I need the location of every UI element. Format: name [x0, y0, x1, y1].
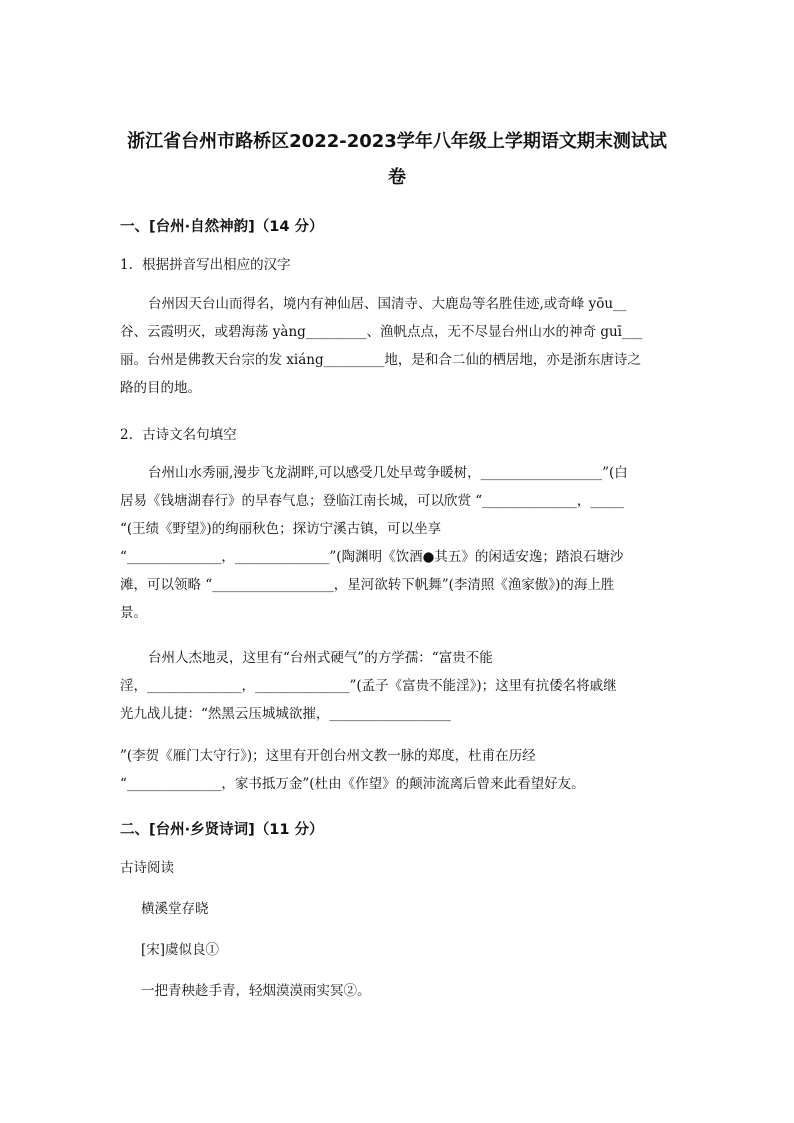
q2-text-line: 景。 [120, 605, 147, 621]
q1-text-line: 台州因天台山而得名，境内有神仙居、国清寺、大鹿岛等名胜佳迹,或奇峰 yōu__ [148, 296, 627, 312]
document-title [120, 124, 674, 196]
q2-text-line: “______________，______________”(陶渊明《饮酒●其五》的闲适安逸；踏浪石塘沙 [120, 549, 624, 565]
poem-line: 一把青秧趁手青，轻烟漠漠雨实冥②。 [141, 983, 371, 999]
question-2-prompt: 2．古诗文名句填空 [120, 427, 237, 443]
q2-text-line: 淫，______________，______________”(孟子《富贵不能淫》)；这里有抗倭名将戚继 [120, 678, 617, 694]
q1-text-line: 丽。台州是佛教天台宗的发 xiáng_________地，是和合二仙的栖居地，亦是浙东唐诗之 [120, 352, 641, 368]
poem-author: [宋]虞似良① [141, 942, 220, 958]
q1-text-line: 路的目的地。 [120, 380, 201, 396]
q2-text-line: ”(李贺《雁门太守行》)；这里有开创台州文教一脉的郑度，杜甫在历经 [120, 748, 536, 764]
question-1-prompt: 1．根据拼音写出相应的汉字 [120, 257, 291, 273]
q2-text-line: “______________，家书抵万金”(杜由《作望》的颠沛流离后曾来此看望好友。 [120, 776, 585, 792]
title-line-2: 卷 [388, 167, 406, 188]
section-2-heading: 二、[台州·乡贤诗词]（11 分） [120, 822, 324, 838]
section-1-heading: 一、[台州·自然神韵]（14 分） [120, 219, 324, 235]
q2-text-line: 台州人杰地灵，这里有“台州式硬气”的方学孺：“富贵不能 [148, 650, 493, 666]
poem-title: 横溪堂存晓 [141, 901, 209, 917]
q2-text-line: 滩，可以领略 “__________________，星河欲转下帆舞”(李清照《渔家傲》)的海上胜 [120, 577, 615, 593]
title-line-1: 浙江省台州市路桥区2022-2023学年八年级上学期语文期末测试试 [127, 131, 667, 152]
reading-intro: 古诗阅读 [120, 860, 174, 876]
q2-text-line: 居易《钱塘湖春行》的早春气息；登临江南长城，可以欣赏 “______________，_____ [120, 493, 624, 509]
q2-text-line: “(王绩《野望》)的绚丽秋色；探访宁溪古镇，可以坐享 [120, 521, 442, 537]
q2-text-line: 台州山水秀丽,漫步飞龙湖畔,可以感受几处早莺争暖树，__________________”(白 [148, 465, 628, 481]
q1-text-line: 谷、云霞明灭，或碧海荡 yàng_________、渔帆点点，无不尽显台州山水的神奇 guī___ [120, 324, 643, 340]
q2-text-line: 光九战儿捷：“然黑云压城城欲摧，__________________ [120, 706, 451, 722]
